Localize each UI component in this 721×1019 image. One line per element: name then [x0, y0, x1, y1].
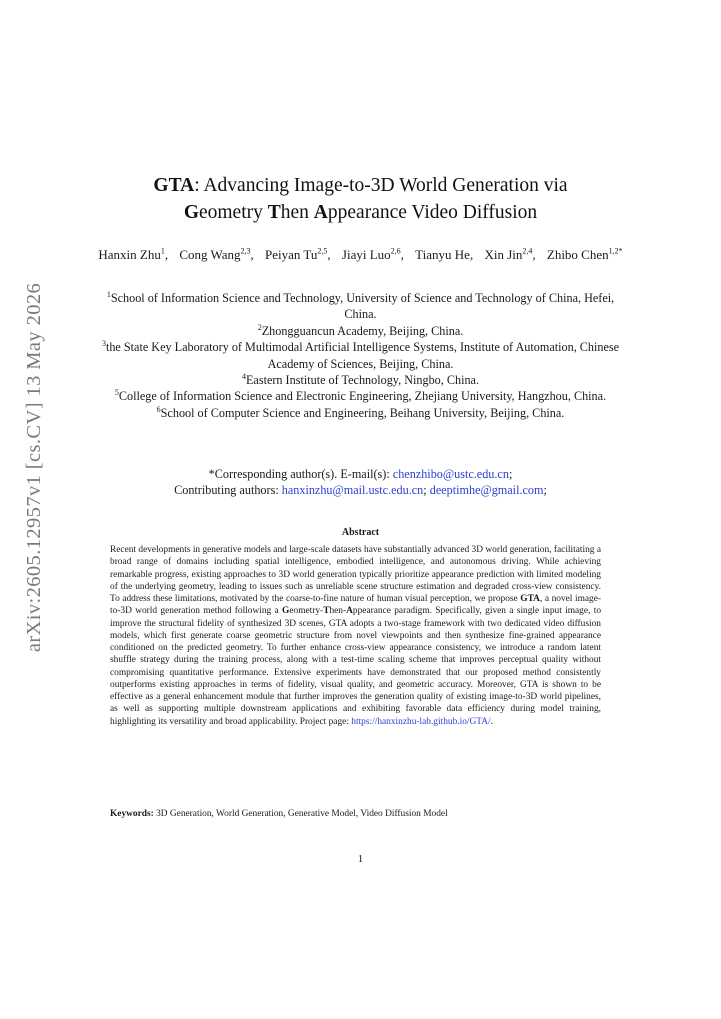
affiliation-sup: 6	[156, 404, 161, 414]
author: Xin Jin$^{2,4}$,	[484, 246, 536, 262]
abstract-part: eometry-	[289, 606, 324, 617]
abstract-initial-a: A	[346, 606, 353, 617]
affiliation-sup: 3	[101, 339, 106, 349]
arxiv-side-stamp	[18, 282, 52, 652]
author	[547, 247, 623, 262]
title-word-geometry: eometry	[198, 202, 268, 223]
author-list	[80, 246, 641, 264]
title-line-1	[60, 172, 661, 199]
affiliation	[90, 405, 631, 421]
affiliation	[90, 290, 631, 323]
punct: .	[490, 716, 493, 727]
abstract-initial-g: G	[282, 606, 290, 617]
title-initial-t: T	[267, 202, 281, 223]
author: Tianyu He,	[415, 247, 474, 262]
affiliation	[90, 323, 631, 339]
corresponding-author-line	[90, 466, 631, 482]
affiliation-sup: 1	[106, 289, 111, 299]
affiliation-text: School of Information Science and Technology, University of Science and Technology of China, Hefei, China.	[110, 291, 615, 322]
abstract-part: ppearance paradigm. Specifically, given a single input image, to improve the structural fidelity of synthesized 3D scenes, GTA adopts a two-stage framework with two dedicated video diffusion models, which first generate coarse geometric structure from novel viewpoints and then synthesize fine-grained appearance conditioned on the predicted geometry. To further enhance cross-view appearance consistency, we introduce a random latent shuffle strategy during the training process, along with a test-time scaling scheme that improves perceptual quality without compromising quantitative performance. Extensive experiments have demonstrated that our proposed method consistently outperforms existing approaches in terms of fidelity, visual quality, and geometric accuracy. Moreover, GTA is shown to be effective as a general enhancement module that further improves the generation quality of existing image-to-3D world pipelines, as well as supporting multiple downstream applications and exhibiting favorable data efficiency during model training, highlighting its versatility and broad applicability. Project page:	[110, 606, 602, 727]
keywords-text: 3D Generation, World Generation, Generative Model, Video Diffusion Model	[153, 809, 448, 819]
author-name: Jiayi Luo	[341, 247, 391, 262]
paper-title	[60, 172, 661, 226]
title-line-2	[60, 199, 661, 226]
punct: ;	[423, 483, 430, 498]
contributing-label: Contributing authors:	[174, 483, 282, 498]
author-affil-sup: 2,4	[522, 246, 533, 256]
author-affil-sup: 2,5	[317, 246, 328, 256]
author-name: Hanxin Zhu	[98, 247, 161, 262]
affiliation-text: School of Computer Science and Engineering, Beihang University, Beijing, China.	[160, 405, 565, 420]
correspondence-block	[90, 466, 631, 499]
abstract-method-name: GTA	[520, 594, 540, 604]
affiliation-text: Eastern Institute of Technology, Ningbo, China.	[245, 373, 480, 388]
keywords-label: Keywords:	[110, 809, 154, 819]
abstract-part: hen-	[329, 606, 347, 617]
affiliation	[90, 339, 631, 372]
title-word-then: hen	[280, 202, 314, 223]
contributing-authors-line	[90, 482, 631, 498]
corresponding-label: *Corresponding author(s). E-mail(s):	[208, 467, 393, 481]
author-name: Tianyu He	[415, 247, 470, 262]
author-affil-sup: 1	[160, 246, 165, 256]
contributing-email-link-2[interactable]: deeptimhe@gmail.com	[429, 483, 544, 498]
affiliation-sup: 2	[257, 322, 262, 332]
affiliation	[90, 372, 631, 388]
author-name: Peiyan Tu	[265, 247, 318, 262]
project-page-link[interactable]: https://hanxinzhu-lab.github.io/GTA/	[351, 716, 491, 727]
arxiv-stamp-text: arXiv:2605.12957v1 [cs.CV] 13 May 2026	[23, 282, 46, 652]
title-bold-gta: GTA	[153, 175, 195, 196]
page-number: 1	[357, 853, 364, 865]
punct: ;	[508, 467, 513, 481]
author: Cong Wang$^{2,3}$,	[179, 246, 254, 262]
affiliation-sup: 5	[114, 388, 119, 398]
affiliation	[90, 388, 631, 404]
abstract-initial-t: T	[323, 606, 330, 617]
abstract-text	[110, 544, 601, 728]
affiliation-list	[90, 290, 631, 421]
title-word-appearance: ppearance Video Diffusion	[327, 202, 538, 223]
author-affil-sup: 2,3	[240, 246, 251, 256]
affiliation-text: College of Information Science and Electronic Engineering, Zhejiang University, Hangzhou, China.	[118, 389, 607, 404]
author-affil-sup: 1,2*	[608, 246, 623, 256]
author-affil-sup: 2,6	[390, 246, 401, 256]
title-initial-a: A	[313, 202, 328, 223]
abstract-part: Recent developments in generative models and large-scale datasets have substantially advanced 3D world generation, facilitating a broad range of domains including spatial intelligence, embodied intelligence, and autonomous driving. While achieving remarkable progress, existing approaches to 3D world generation typically prioritize appearance prediction with limited modeling of the underlying geometry, leading to issues such as unreliable scene structure estimation and degraded cross-view consistency. To address these limitations, motivated by the coarse-to-fine nature of human visual perception, we propose	[110, 545, 601, 604]
abstract-part: , a novel image-to-3D world generation method following a	[110, 594, 601, 617]
affiliation-text: Zhongguancun Academy, Beijing, China.	[261, 323, 464, 338]
author-name: Cong Wang	[179, 247, 241, 262]
author-name: Xin Jin	[484, 247, 523, 262]
author: Peiyan Tu$^{2,5}$,	[265, 246, 331, 262]
abstract-heading: Abstract	[341, 527, 380, 538]
author-name: Zhibo Chen	[546, 247, 609, 262]
corresponding-email-link[interactable]: chenzhibo@ustc.edu.cn	[392, 467, 509, 481]
affiliation-sup: 4	[241, 371, 246, 381]
title-line-1-rest: : Advancing Image-to-3D World Generation via	[194, 175, 568, 196]
title-initial-g: G	[183, 202, 199, 223]
author: Hanxin Zhu$^1$,	[98, 246, 169, 262]
punct: ;	[543, 483, 547, 498]
keywords-line	[110, 808, 601, 820]
contributing-email-link-1[interactable]: hanxinzhu@mail.ustc.edu.cn	[281, 483, 424, 498]
author: Jiayi Luo$^{2,6}$,	[341, 246, 404, 262]
affiliation-text: the State Key Laboratory of Multimodal Artificial Intelligence Systems, Institute of Automation, Chinese Academy of Sciences, Beijing, China.	[105, 340, 620, 371]
